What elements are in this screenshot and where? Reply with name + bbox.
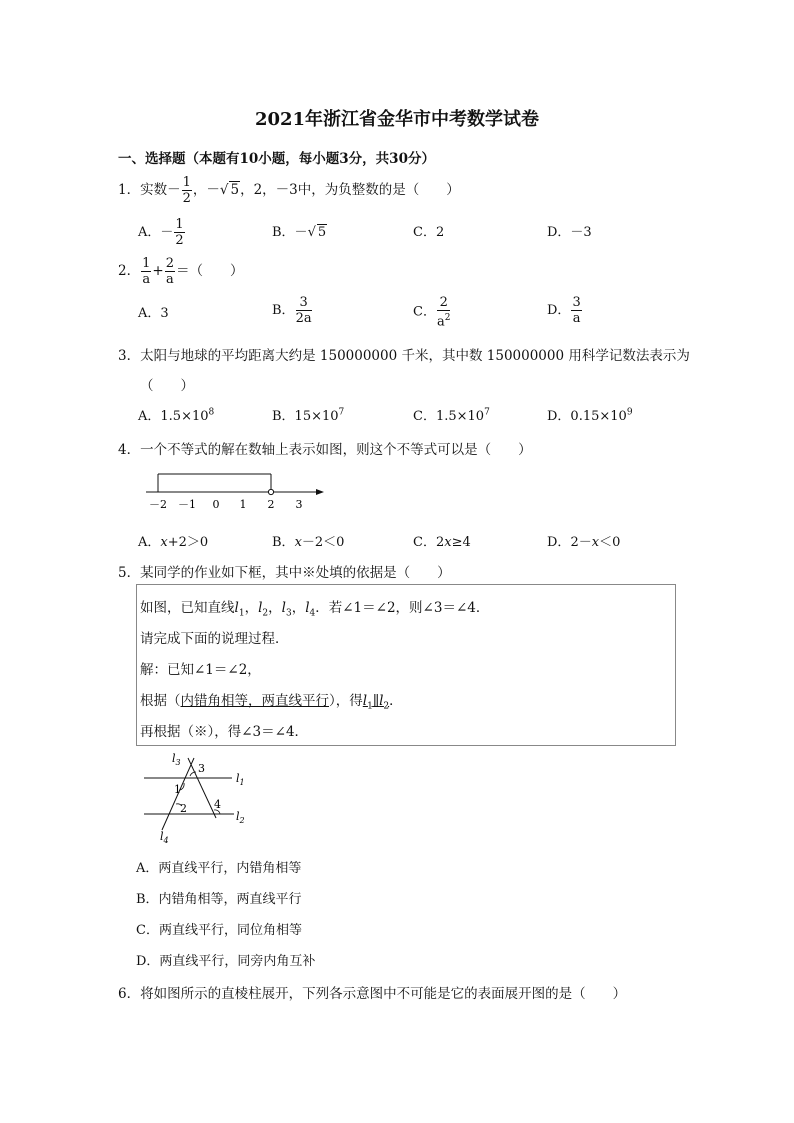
box-text: ．若∠1＝∠2，则∠3＝∠4． <box>315 600 490 616</box>
option-d[interactable] <box>547 531 620 550</box>
section-heading: 一、选择题（本题有10小题，每小题3分，共30分） <box>118 151 435 167</box>
subscript: 1 <box>239 778 245 787</box>
line-symbol: l <box>258 600 263 616</box>
separator: ，－ <box>192 182 220 198</box>
question-number: 1． <box>118 182 141 198</box>
variable: x <box>160 535 168 550</box>
numerator: 2 <box>437 295 451 311</box>
line-symbol: l <box>160 830 164 843</box>
underlined-reason: 内错角相等，两直线平行 <box>180 693 329 709</box>
option-a[interactable]: A．3 <box>138 306 169 321</box>
option-label: D． <box>547 303 571 318</box>
denominator: a <box>165 272 174 287</box>
denominator: a <box>572 311 581 326</box>
box-text: ），得 <box>329 693 363 709</box>
numerator: 3 <box>572 295 581 310</box>
question-number: 6． <box>118 986 141 1002</box>
denominator <box>437 311 451 329</box>
question-text-rest: ＝（ ） <box>175 263 244 279</box>
option-label: C． <box>413 304 436 320</box>
option-text: D．0.15×10 <box>547 409 627 424</box>
option-d[interactable]: D．两直线平行，同旁内角互补 <box>136 954 316 969</box>
comma: ， <box>291 600 306 616</box>
fraction <box>174 217 184 248</box>
question-text: 太阳与地球的平均距离大约是 150000000 千米，其中数 150000000 用科学记数法表示为 <box>140 348 690 364</box>
question-number: 3． <box>118 348 141 364</box>
exponent: 7 <box>338 407 345 418</box>
option-text: C．1.5×10 <box>413 409 485 424</box>
option-c[interactable]: C．两直线平行，同位角相等 <box>136 923 302 938</box>
numerator: 3 <box>296 295 312 311</box>
question-4 <box>118 438 532 458</box>
box-line-2: 请完成下面的说理过程． <box>140 631 289 647</box>
question-5 <box>118 561 451 581</box>
question-text: 将如图所示的直棱柱展开，下列各示意图中不可能是它的表面展开图的是（ ） <box>140 986 627 1002</box>
underlined-conclusion <box>362 693 390 712</box>
fraction <box>296 295 312 326</box>
denominator: a <box>142 272 151 287</box>
axis-tick-label: －1 <box>178 498 196 511</box>
box-line-1 <box>140 596 489 619</box>
fraction <box>437 295 451 329</box>
box-text: 根据（ <box>140 693 181 709</box>
option-text: ＜0 <box>599 535 621 550</box>
question-1: 1．实数－ $\frac{1}{2}$ ，－√ 5，2，－3中，为负整数的是（ ） <box>118 175 460 206</box>
angle-label-3: 3 <box>198 762 205 775</box>
option-b[interactable]: B．内错角相等，两直线平行 <box>136 892 302 907</box>
comma: ， <box>244 600 259 616</box>
box-line-5: 再根据（※），得∠3＝∠4． <box>140 724 309 740</box>
axis-tick-label: 3 <box>295 498 303 511</box>
exponent: 2 <box>444 313 451 323</box>
option-label: B． <box>272 535 295 550</box>
angle-label-2: 2 <box>180 802 187 815</box>
option-text: －2＜0 <box>301 535 345 550</box>
line-symbol: l <box>379 693 384 709</box>
box-line-3: 解：已知∠1＝∠2， <box>140 662 261 678</box>
open-endpoint <box>268 489 273 494</box>
option-label: D． <box>547 535 571 550</box>
option-b[interactable] <box>272 531 344 550</box>
denominator: 2 <box>175 233 184 248</box>
numerator: 1 <box>142 256 151 271</box>
option-d[interactable]: D．－3 <box>547 225 592 240</box>
option-b[interactable]: B．－√ 5 <box>272 225 327 240</box>
minus-sign: － <box>167 182 181 198</box>
option-b[interactable] <box>272 295 313 326</box>
option-text: +2＞0 <box>167 535 209 550</box>
period: ． <box>389 693 403 709</box>
subscript: 3 <box>175 758 181 767</box>
option-d[interactable] <box>547 295 583 326</box>
exponent: 7 <box>484 407 490 418</box>
page-title: 2021年浙江省金华市中考数学试卷 <box>254 109 540 130</box>
fraction <box>141 256 151 287</box>
option-d[interactable] <box>547 405 633 424</box>
minus-sign: － <box>160 225 174 240</box>
question-3 <box>118 344 690 364</box>
question-number: 5． <box>118 565 141 581</box>
option-label: B． <box>272 303 295 318</box>
option-b[interactable] <box>272 405 344 424</box>
parallel-symbol: ∥ <box>372 693 380 709</box>
label-l4 <box>160 830 169 845</box>
label-l2 <box>236 810 245 825</box>
angle-label-1: 1 <box>174 783 181 796</box>
line-symbol: l <box>236 810 240 823</box>
fraction <box>165 256 175 287</box>
question-number: 2． <box>118 263 141 279</box>
line-symbol: l <box>236 772 240 785</box>
option-c[interactable] <box>413 531 471 550</box>
option-label: A． <box>138 225 161 240</box>
numerator: 1 <box>175 217 184 232</box>
subscript: 3 <box>285 608 292 619</box>
question-text: 某同学的作业如下框，其中※处填的依据是（ ） <box>140 565 451 581</box>
subscript: 2 <box>383 701 390 712</box>
axis-tick-label: 0 <box>212 498 220 511</box>
variable: x <box>294 535 302 550</box>
label-l3 <box>172 752 181 767</box>
line-symbol: l <box>305 600 310 616</box>
subscript: 4 <box>309 608 316 619</box>
question-number: 4． <box>118 442 141 458</box>
label-l1 <box>236 772 245 787</box>
numerator: 1 <box>182 175 191 190</box>
option-text: A．1.5×10 <box>138 409 209 424</box>
option-a[interactable] <box>138 531 208 550</box>
sqrt-radicand: 5 <box>317 225 327 240</box>
variable: x <box>444 535 452 550</box>
coefficient: 2 <box>435 535 445 550</box>
subscript: 1 <box>238 608 245 619</box>
line-symbol: l <box>172 752 176 765</box>
line-symbol: l <box>281 600 286 616</box>
axis-tick-label: －2 <box>149 498 167 511</box>
option-a[interactable] <box>138 405 214 424</box>
parallel-lines-figure <box>140 750 270 845</box>
subscript: 2 <box>239 816 245 825</box>
option-a[interactable]: A．两直线平行，内错角相等 <box>136 861 302 876</box>
question-2 <box>118 256 243 287</box>
box-line-4 <box>140 689 403 712</box>
angle-label-4: 4 <box>214 798 221 811</box>
option-a[interactable] <box>138 217 186 248</box>
option-label: C． <box>413 535 436 550</box>
line-symbol: l <box>234 600 239 616</box>
question-6 <box>118 982 626 1002</box>
option-c[interactable] <box>413 405 490 424</box>
option-text: B．15×10 <box>272 409 339 424</box>
option-label: B．－ <box>272 225 308 240</box>
question-text-rest: ，2，－3中，为负整数的是（ ） <box>240 182 460 198</box>
question-text: 一个不等式的解在数轴上表示如图，则这个不等式可以是（ ） <box>140 442 532 458</box>
denominator-base: a <box>436 314 445 330</box>
plus-sign: + <box>152 263 164 279</box>
fraction <box>182 175 192 206</box>
axis-tick-label: 2 <box>267 498 275 511</box>
fraction <box>571 295 581 326</box>
sqrt-radicand: 5 <box>230 182 240 198</box>
exponent: 8 <box>208 407 215 418</box>
exponent: 9 <box>626 407 633 418</box>
numerator: 2 <box>165 256 174 271</box>
subscript: 1 <box>367 701 373 712</box>
axis-arrow-icon <box>316 489 324 495</box>
comma: ， <box>268 600 282 616</box>
box-text: 如图，已知直线 <box>140 600 235 616</box>
option-text: ≥4 <box>451 535 471 550</box>
option-c[interactable]: C．2 <box>413 225 445 240</box>
subscript: 4 <box>163 836 169 845</box>
option-label: A． <box>138 535 161 550</box>
question-text: 实数 <box>140 182 168 198</box>
line-symbol: l <box>362 693 368 709</box>
answer-paren: （ ） <box>140 378 194 394</box>
option-text: 2－ <box>570 535 592 550</box>
variable: x <box>591 535 600 550</box>
number-line-figure <box>140 466 330 516</box>
axis-tick-label: 1 <box>239 498 247 511</box>
denominator: 2a <box>295 311 312 326</box>
option-c[interactable] <box>413 295 451 329</box>
denominator: 2 <box>182 191 191 206</box>
subscript: 2 <box>262 608 269 619</box>
